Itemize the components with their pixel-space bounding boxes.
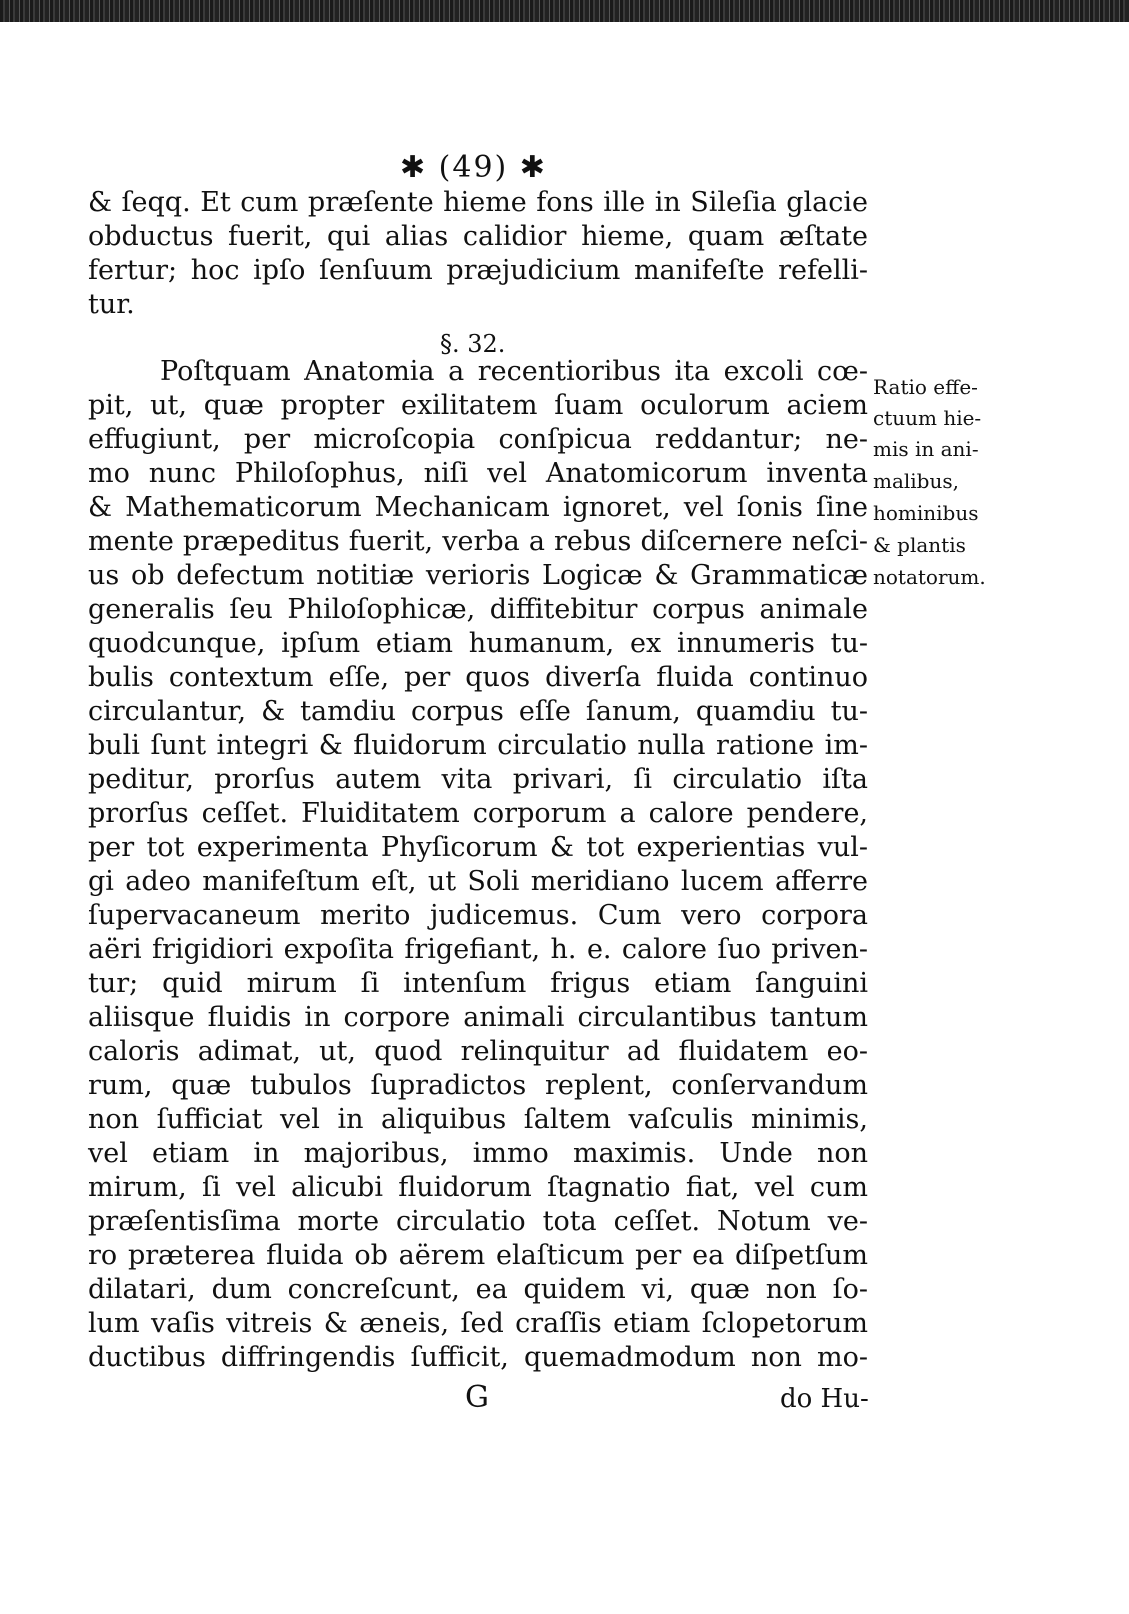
text-line: ro præterea fluida ob aërem elaſticum per ea diſpetſum: [88, 1240, 868, 1271]
text-line: & Mathematicorum Mechanicam ignoret, vel ſonis ſine: [88, 492, 868, 523]
text-line: vel etiam in majoribus, immo maximis. Unde non: [88, 1138, 868, 1169]
text-line: pit, ut, quæ propter exilitatem ſuam oculorum aciem: [88, 390, 868, 421]
text-line: bulis contextum eſſe, per quos diverſa fluida continuo: [88, 662, 868, 693]
text-line: prorſus ceſſet. Fluiditatem corporum a calore pendere,: [88, 798, 868, 829]
text-line: mo nunc Philoſophus, niſi vel Anatomicorum inventa: [88, 458, 868, 489]
scan-edge-strip: [0, 0, 1129, 22]
text-line: buli ſunt integri & fluidorum circulatio nulla ratione im-: [88, 730, 868, 761]
text-line: præſentisſima morte circulatio tota ceſſet. Notum ve-: [88, 1206, 868, 1237]
text-line: peditur, prorſus autem vita privari, ſi circulatio iſta: [88, 764, 868, 795]
text-line: & ſeqq. Et cum præſente hieme fons ille in Sileſia glacie: [88, 187, 868, 218]
text-line: aëri frigidiori expoſita frigefiant, h. e. calore ſuo priven-: [88, 934, 868, 965]
text-line: rum, quæ tubulos ſupradictos replent, conſervandum: [88, 1070, 868, 1101]
text-line: obductus fuerit, qui alias calidior hieme, quam æſtate: [88, 221, 868, 252]
signature-mark: G: [465, 1380, 489, 1415]
text-line: dilatari, dum concreſcunt, ea quidem vi, quæ non ſo-: [88, 1274, 868, 1305]
text-line: generalis ſeu Philoſophicæ, diffitebitur corpus animale: [88, 594, 868, 625]
text-line: Poſtquam Anatomia a recentioribus ita excoli cœ-: [160, 356, 868, 387]
margin-note-line: malibus,: [873, 469, 959, 493]
margin-note-line: mis in ani-: [873, 437, 979, 461]
text-line: fertur; hoc ipſo ſenſuum præjudicium manifeſte refelli-: [88, 255, 868, 286]
text-line: lum vaſis vitreis & æneis, ſed craſſis etiam ſclopetorum: [88, 1308, 868, 1339]
text-line: mirum, ſi vel alicubi fluidorum ſtagnatio fiat, vel cum: [88, 1172, 868, 1203]
text-line: aliisque fluidis in corpore animali circulantibus tantum: [88, 1002, 868, 1033]
text-line: quodcunque, ipſum etiam humanum, ex innumeris tu-: [88, 628, 868, 659]
text-line: gi adeo manifeſtum eſt, ut Soli meridiano lucem afferre: [88, 866, 868, 897]
text-line: tur; quid mirum ſi intenſum frigus etiam ſanguini: [88, 968, 868, 999]
text-line: effugiunt, per microſcopia conſpicua reddantur; ne-: [88, 424, 868, 455]
margin-note-line: Ratio effe-: [873, 375, 978, 399]
margin-note-line: & plantis: [873, 533, 966, 557]
catchword: do Hu-: [780, 1384, 869, 1414]
text-line: us ob defectum notitiæ verioris Logicæ & Grammaticæ: [88, 560, 868, 591]
page-header: ✱ (49) ✱: [400, 150, 547, 185]
text-line: non ſufficiat vel in aliquibus ſaltem vaſculis minimis,: [88, 1104, 868, 1135]
text-line: circulantur, & tamdiu corpus eſſe ſanum, quamdiu tu-: [88, 696, 868, 727]
margin-note-line: hominibus: [873, 501, 979, 525]
text-line: caloris adimat, ut, quod relinquitur ad fluidatem eo-: [88, 1036, 868, 1067]
margin-note-line: ctuum hie-: [873, 406, 982, 430]
text-line: per tot experimenta Phyſicorum & tot experientias vul-: [88, 832, 868, 863]
text-line: mente præpeditus fuerit, verba a rebus diſcernere neſci-: [88, 526, 868, 557]
text-line: ſupervacaneum merito judicemus. Cum vero corpora: [88, 900, 868, 931]
section-heading: §. 32.: [440, 330, 506, 358]
text-line: ductibus diffringendis ſufficit, quemadmodum non mo-: [88, 1342, 868, 1373]
margin-note-line: notatorum.: [873, 565, 986, 589]
text-line: tur.: [88, 289, 135, 320]
